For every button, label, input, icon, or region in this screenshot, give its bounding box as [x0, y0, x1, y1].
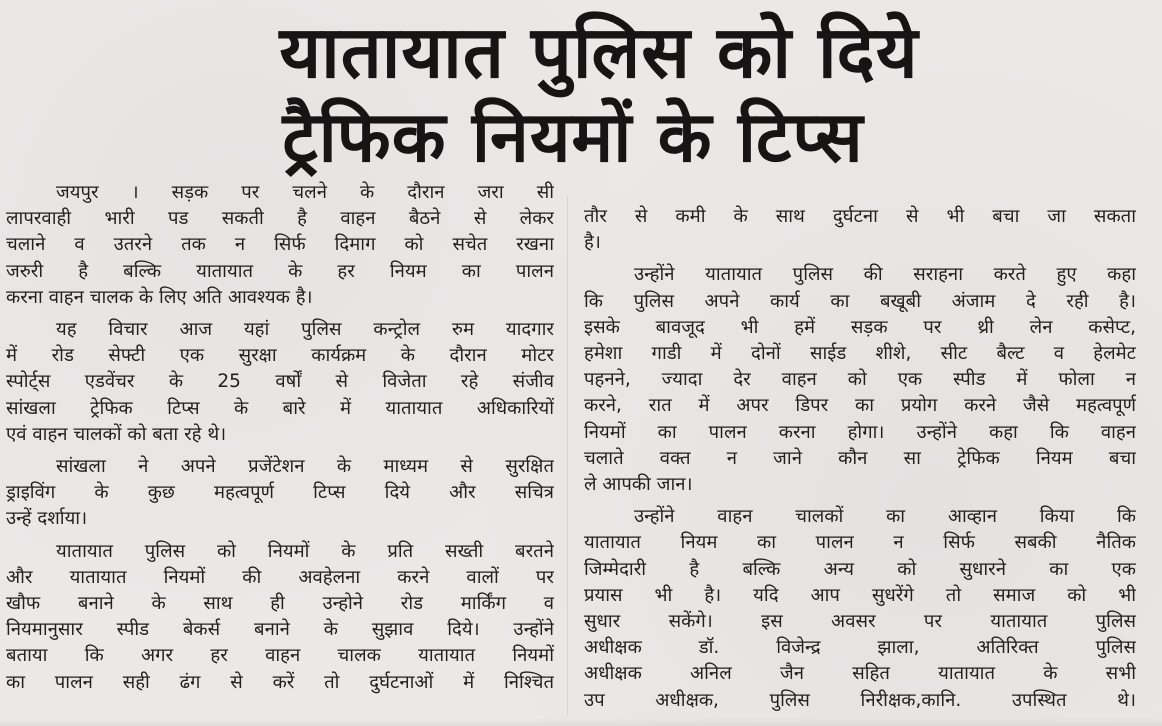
article-column-right	[584, 204, 1136, 714]
article-line: पहनने, ज्यादा देर वाहन को एक स्पीड में फोला न	[584, 369, 1136, 391]
article-line: स्पोर्ट्स एडवेंचर के 25 वर्षों से विजेता रहे संजीव	[6, 371, 554, 393]
article-line: नियमों का पालन करना होगा। उन्होंने कहा कि वाहन	[584, 421, 1136, 443]
article-line: चलाने व उतरने तक न सिर्फ दिमाग को सचेत रखना	[6, 234, 554, 256]
headline-line-2: ट्रैफिक नियमों के टिप्स	[282, 96, 864, 178]
column-gutter	[567, 196, 568, 716]
article-line: इसके बावजूद भी हमें सड़क पर थ्री लेन कसेप्ट,	[584, 316, 1136, 338]
article-line: ले आपकी जान।	[584, 474, 693, 496]
article-line: यह विचार आज यहां पुलिस कन्ट्रोल रुम यादगार	[56, 319, 554, 341]
article-line: सुधार सकेंगे। इस अवसर पर यातायात पुलिस	[584, 611, 1136, 633]
article-line: अधीक्षक अनिल जैन सहित यातायात के सभी	[584, 663, 1136, 685]
article-line: यातायात पुलिस को नियमों के प्रति सख्ती बरतने	[56, 540, 554, 562]
article-line: तौर से कमी के साथ दुर्घटना से भी बचा जा सकता	[584, 206, 1136, 227]
article-line: यातायात नियम का पालन न सिर्फ सबकी नैतिक	[584, 532, 1136, 554]
article-line: और यातायात नियमों की अवहेलना करने वालों पर	[6, 566, 554, 588]
article-line: करना वाहन चालक के लिए अति आवश्यक है।	[6, 286, 313, 308]
article-line: ड्राइविंग के कुछ महत्वपूर्ण टिप्स दिये और सचित्र	[6, 482, 554, 504]
headline-line-1: यातायात पुलिस को दिये	[279, 10, 919, 94]
article-line: चलाते वक्त न जाने कौन सा ट्रेफिक नियम बचा	[584, 447, 1136, 469]
article-line: कि पुलिस अपने कार्य का बखूबी अंजाम दे रही है।	[584, 290, 1136, 312]
article-line: उप अधीक्षक, पुलिस निरीक्षक,कानि. उपस्थित थे।	[584, 689, 1136, 711]
article-line: हमेशा गाडी में दोनों साईड शीशे, सीट बैल्ट व हेलमेट	[584, 343, 1136, 365]
article-line: जिम्मेदारी है बल्कि अन्य को सुधारने का एक	[584, 558, 1136, 580]
article-line: सांखला ट्रेफिक टिप्स के बारे में यातायात अधिकारियों	[6, 397, 554, 419]
article-line: प्रयास भी है। यदि आप सुधरेंगे तो समाज को भी	[584, 584, 1136, 606]
article-line: में रोड सेफ्टी एक सुरक्षा कार्यक्रम के दौरान मोटर	[6, 345, 554, 367]
article-line: उन्हें दर्शाया।	[6, 508, 88, 530]
article-line: जयपुर । सड़क पर चलने के दौरान जरा सी	[56, 182, 554, 203]
article-line: लापरवाही भारी पड सकती है वाहन बैठने से लेकर	[6, 208, 554, 230]
article-line: उन्होंने यातायात पुलिस की सराहना करते हुए कहा	[634, 264, 1136, 286]
article-line: एवं वाहन चालकों को बता रहे थे।	[6, 423, 227, 445]
page-edge	[0, 718, 1162, 726]
article-line: खौफ बनाने के साथ ही उन्होने रोड मार्किंग व	[6, 593, 554, 615]
article-line: करने, रात में अपर डिपर का प्रयोग करने जैसे महत्वपूर्ण	[584, 395, 1136, 417]
article-line: का पालन सही ढंग से करें तो दुर्घटनाओं में निश्चित	[6, 671, 554, 693]
article-line: नियमानुसार स्पीड बेकर्स बनाने के सुझाव दिये। उन्होंने	[6, 619, 554, 641]
article-line: उन्होंने वाहन चालकों का आव्हान किया कि	[634, 506, 1136, 528]
article-line: है।	[584, 232, 601, 254]
article-line: जरुरी है बल्कि यातायात के हर नियम का पालन	[6, 260, 554, 282]
article-column-left	[6, 180, 554, 696]
article-line: बताया कि अगर हर वाहन चालक यातायात नियमों	[6, 645, 554, 667]
article-line: अधीक्षक डॉ. विजेन्द्र झाला, अतिरिक्त पुलिस	[584, 637, 1136, 659]
article-line: सांखला ने अपने प्रजेंटेशन के माध्यम से सुरक्षित	[56, 456, 554, 478]
